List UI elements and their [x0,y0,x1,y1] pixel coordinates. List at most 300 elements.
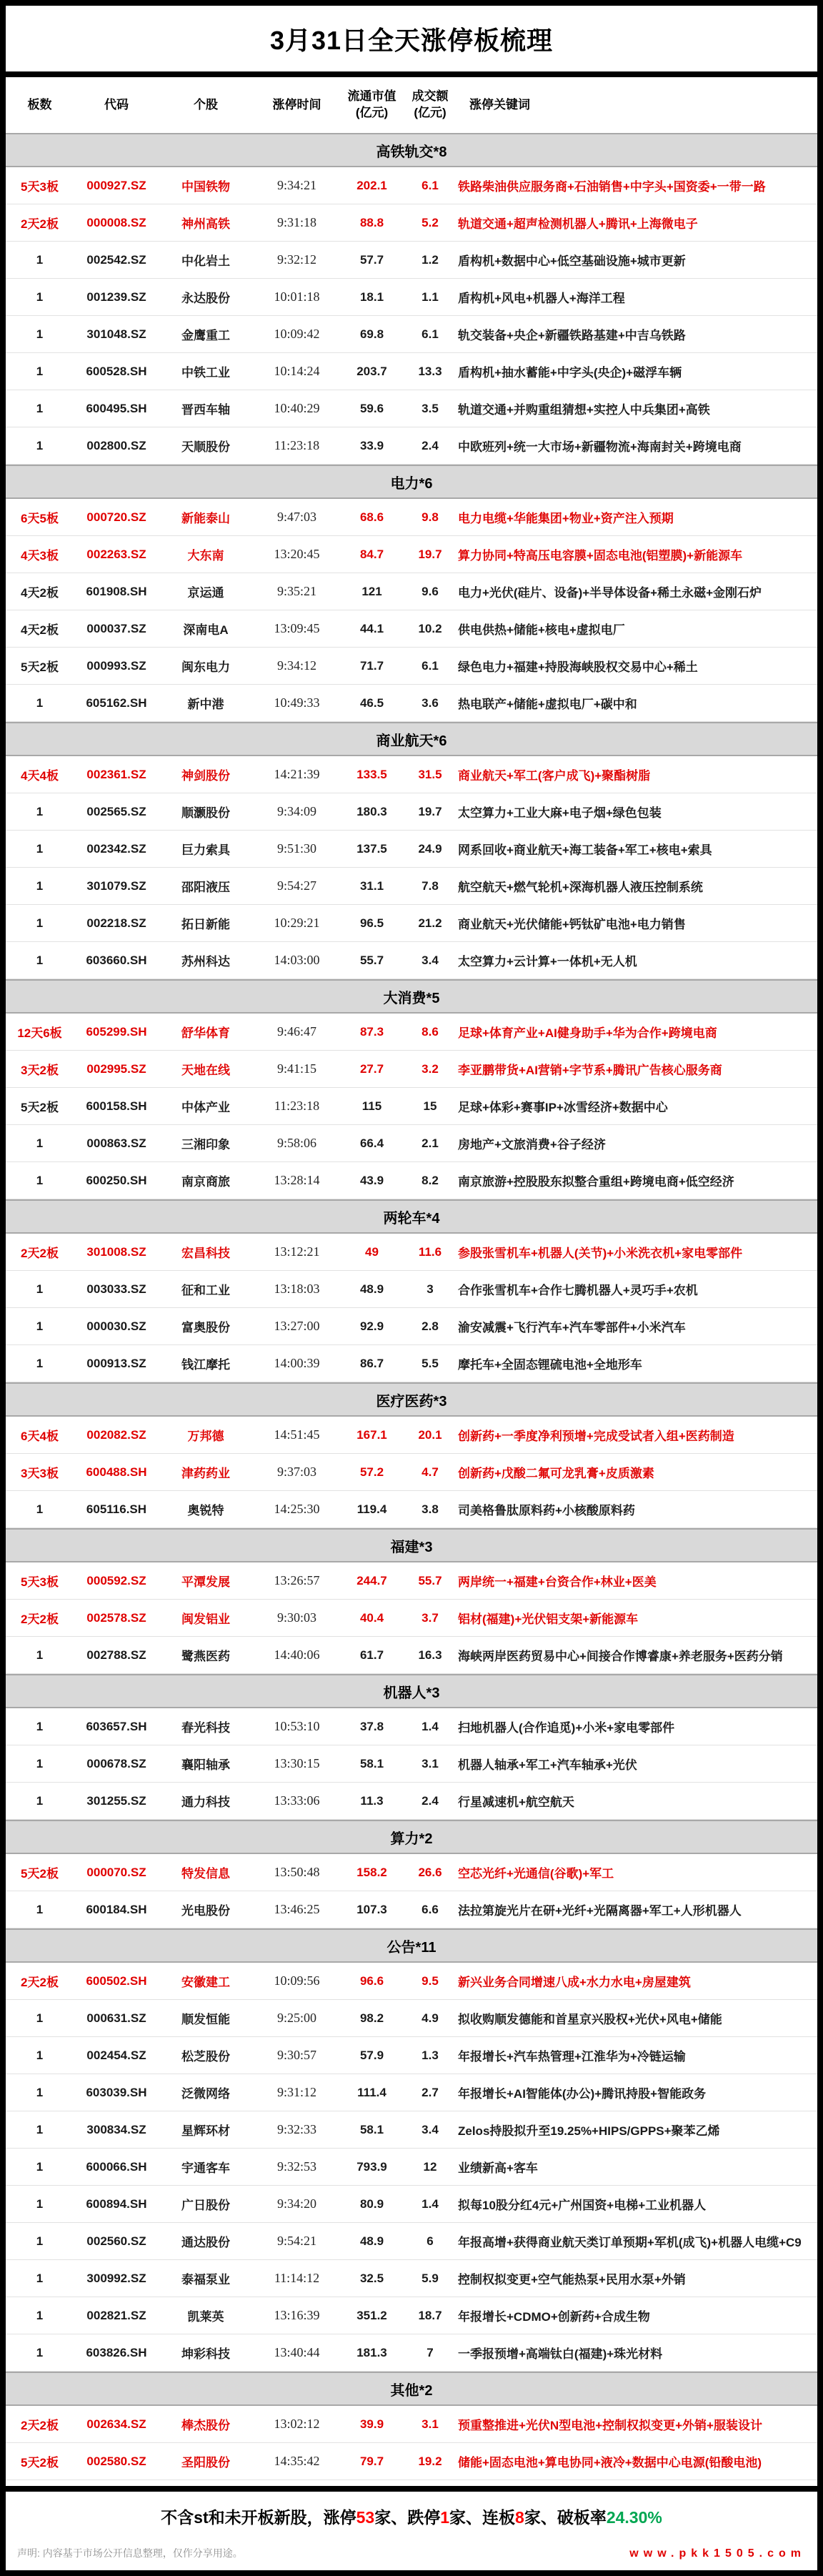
stock-name-cell: 坤彩科技 [181,2347,230,2361]
summary-segment: 家、连板 [449,2508,516,2527]
stock-code-cell: 002634.SZ [86,2417,146,2431]
board-count-cell: 2天2板 [21,1613,59,1626]
stock-name-cell: 深南电A [183,623,229,637]
table-row [6,868,817,905]
table-row [6,2074,817,2111]
keywords-cell: 年报增长+AI智能体(办公)+腾讯持股+智能政务 [458,2087,707,2101]
market-cap-cell: 18.1 [359,289,384,304]
turnover-cell: 3.6 [422,695,439,710]
table-row [6,242,817,279]
turnover-cell: 1.4 [422,2196,439,2211]
board-count-cell: 1 [36,1902,44,1916]
stock-code-cell: 000913.SZ [86,1356,146,1370]
market-cap-cell: 181.3 [356,2345,387,2359]
limit-time-cell: 10:09:42 [274,327,320,341]
table-column-header [6,77,817,133]
stock-name-cell: 通力科技 [181,1795,230,1809]
stock-name-cell: 凯莱英 [187,2310,224,2324]
limit-time-cell: 9:34:09 [276,804,316,818]
board-count-cell: 1 [36,438,44,452]
table-row [6,1088,817,1125]
turnover-cell: 3.2 [422,1061,439,1076]
board-count-cell: 5天2板 [21,660,59,674]
board-count-cell: 3天3板 [21,1467,59,1480]
market-cap-cell: 57.7 [359,252,384,267]
limit-time-cell: 9:25:00 [276,2011,316,2025]
section-header: 大消费*5 [6,979,817,1014]
stock-name-cell: 巨力索具 [181,843,230,857]
market-cap-cell: 61.7 [359,1648,384,1662]
footer-bottom [6,2546,817,2570]
stock-name-cell: 大东南 [187,549,224,563]
keywords-cell: 电力+光伏(硅片、设备)+半导体设备+稀土永磁+金刚石炉 [458,586,762,600]
turnover-cell: 6 [427,2234,434,2248]
keywords-cell: 盾构机+数据中心+低空基础设施+城市更新 [458,254,686,268]
keywords-cell: 商业航天+军工(客户成飞)+聚酯树脂 [458,769,651,783]
board-count-cell: 1 [36,2011,44,2025]
market-cap-cell: 80.9 [359,2196,384,2211]
table-row [6,2334,817,2372]
market-cap-cell: 107.3 [356,1902,387,1916]
turnover-cell: 3.8 [422,1502,439,1516]
stock-code-cell: 603039.SH [86,2085,147,2099]
stock-code-cell: 002542.SZ [86,252,146,267]
column-header-cell [252,97,341,114]
table-row [6,2260,817,2297]
board-count-cell: 1 [36,1793,44,1808]
stock-code-cell: 603657.SH [86,1719,147,1733]
limit-time-cell: 13:12:21 [274,1244,320,1259]
stock-name-cell: 富奥股份 [181,1321,230,1334]
keywords-cell: 海峡两岸医药贸易中心+间接合作博睿康+养老服务+医药分销 [458,1650,783,1663]
turnover-cell: 16.3 [418,1648,442,1662]
table-row [6,427,817,465]
limit-time-cell: 13:02:12 [274,2417,320,2431]
turnover-cell: 9.8 [422,510,439,524]
limit-time-cell: 14:40:06 [274,1648,320,1662]
limit-time-cell: 9:58:06 [276,1136,316,1150]
table-row [6,1963,817,2000]
turnover-cell: 2.8 [422,1319,439,1333]
table-row [6,648,817,685]
market-cap-cell: 119.4 [356,1502,387,1516]
stock-name-cell: 光电股份 [181,1904,230,1918]
stock-code-cell: 002578.SZ [86,1610,146,1625]
limit-time-cell: 13:09:45 [274,621,320,635]
stock-code-cell: 002218.SZ [86,916,146,930]
keywords-cell: 供电供热+储能+核电+虚拟电厂 [458,623,625,637]
stock-code-cell: 002565.SZ [86,804,146,818]
stock-code-cell: 002082.SZ [86,1427,146,1442]
turnover-cell: 6.1 [422,327,439,341]
board-count-cell: 1 [36,1648,44,1662]
stock-code-cell: 002454.SZ [86,2048,146,2062]
table-row [6,1162,817,1199]
table-row [6,1891,817,1928]
table-row [6,167,817,204]
table-row [6,353,817,390]
board-count-cell: 5天2板 [21,1867,59,1881]
stock-name-cell: 天顺股份 [181,440,230,454]
board-count-cell: 5天2板 [21,2456,59,2470]
stock-code-cell: 600528.SH [86,364,147,378]
limit-time-cell: 13:50:48 [274,1865,320,1879]
keywords-cell: 拟收购顺发德能和首星京兴股权+光伏+风电+储能 [458,2013,722,2026]
board-count-cell: 1 [36,1136,44,1150]
stock-name-cell: 顺灏股份 [181,806,230,820]
keywords-cell: 参股张雪机车+机器人(关节)+小米洗衣机+家电零部件 [458,1247,743,1260]
turnover-cell: 5.2 [422,215,439,229]
board-count-cell: 2天2板 [21,1247,59,1260]
table-row [6,756,817,793]
stock-name-cell: 新能泰山 [181,512,230,525]
limit-time-cell: 13:18:03 [274,1282,320,1296]
table-row [6,1783,817,1820]
table-row [6,1125,817,1162]
keywords-cell: 年报增长+汽车热管理+江淮华为+冷链运输 [458,2050,686,2064]
board-count-cell: 1 [36,364,44,378]
board-count-cell: 1 [36,1173,44,1187]
board-count-cell: 1 [36,252,44,267]
stock-code-cell: 000631.SZ [86,2011,146,2025]
limit-time-cell: 9:31:18 [276,215,316,229]
stock-name-cell: 晋西车轴 [181,403,230,417]
stock-code-cell: 600894.SH [86,2196,147,2211]
table-row [6,1854,817,1891]
stock-name-cell: 金鹰重工 [181,329,230,342]
turnover-cell: 1.4 [422,1719,439,1733]
keywords-cell: 绿色电力+福建+持股海峡股权交易中心+稀土 [458,660,698,674]
keywords-cell: 储能+固态电池+算电协同+液冷+数据中心电源(铅酸电池) [458,2456,762,2470]
table-row [6,2149,817,2186]
column-label: 涨停时间 [272,97,321,112]
stock-name-cell: 中铁工业 [181,366,230,380]
stock-code-cell: 600502.SH [86,1973,147,1988]
keywords-cell: 航空航天+燃气轮机+深海机器人液压控制系统 [458,881,703,894]
turnover-cell: 15 [423,1099,437,1113]
stock-code-cell: 600066.SH [86,2159,147,2174]
table-row [6,685,817,722]
table-body [6,133,817,2480]
turnover-cell: 3.5 [422,401,439,415]
board-count-cell: 1 [36,695,44,710]
limit-time-cell: 9:35:21 [276,584,316,598]
board-count-cell: 1 [36,2234,44,2248]
stock-name-cell: 春光科技 [181,1721,230,1735]
keywords-cell: 铝材(福建)+光伏铝支架+新能源车 [458,1613,639,1626]
turnover-cell: 3.1 [422,1756,439,1770]
limit-time-cell: 14:03:00 [274,953,320,967]
stock-code-cell: 301255.SZ [86,1793,146,1808]
stock-name-cell: 万邦德 [187,1430,224,1443]
keywords-cell: 拟每10股分红4元+广州国资+电梯+工业机器人 [458,2199,707,2212]
limit-time-cell: 14:21:39 [274,767,320,781]
keywords-cell: 铁路柴油供应服务商+石油销售+中字头+国资委+一带一路 [458,180,766,194]
table-row [6,1454,817,1491]
table-row [6,1345,817,1382]
column-header-cell [159,97,252,114]
limit-time-cell: 10:01:18 [274,289,320,304]
column-label: 个股 [194,97,218,112]
stock-name-cell: 津药药业 [181,1467,230,1480]
section-header: 商业航天*6 [6,722,817,756]
market-cap-cell: 180.3 [356,804,387,818]
turnover-cell: 19.7 [418,547,442,561]
board-count-cell: 6天5板 [21,512,59,525]
keywords-cell: 盾构机+抽水蓄能+中字头(央企)+磁浮车辆 [458,366,682,380]
board-count-cell: 5天3板 [21,180,59,194]
keywords-cell: 盾构机+风电+机器人+海洋工程 [458,292,625,305]
summary-line [6,2505,817,2528]
market-cap-cell: 111.4 [357,2085,386,2099]
market-cap-cell: 55.7 [359,953,384,967]
limit-time-cell: 9:32:33 [276,2122,316,2136]
board-count-cell: 1 [36,1502,44,1516]
limit-time-cell: 11:14:12 [274,2271,320,2285]
turnover-cell: 3.4 [422,2122,439,2136]
table-row [6,2297,817,2334]
limit-time-cell: 9:32:12 [276,252,316,267]
stock-code-cell: 002580.SZ [86,2454,146,2468]
board-count-cell: 1 [36,1282,44,1296]
keywords-cell: 年报高增+获得商业航天类订单预期+军机(成飞)+机器人电缆+C9 [458,2236,802,2249]
keywords-cell: 空芯光纤+光通信(谷歌)+军工 [458,1867,614,1881]
stock-name-cell: 宇通客车 [181,2161,230,2175]
keywords-cell: 南京旅游+控股股东拟整合重组+跨境电商+低空经济 [458,1175,734,1189]
stock-name-cell: 通达股份 [181,2236,230,2249]
keywords-cell: 算力协同+特高压电容膜+固态电池(铝塑膜)+新能源车 [458,549,743,563]
stock-code-cell: 605116.SH [86,1502,147,1516]
keywords-cell: 行星减速机+航空航天 [458,1795,574,1809]
market-cap-cell: 32.5 [359,2271,384,2285]
stock-name-cell: 闽发铝业 [181,1613,230,1626]
market-cap-cell: 98.2 [359,2011,384,2025]
limit-time-cell: 9:46:47 [276,1024,316,1039]
stock-code-cell: 002560.SZ [86,2234,146,2248]
stock-name-cell: 泛微网络 [181,2087,230,2101]
stock-name-cell: 松芝股份 [181,2050,230,2064]
stock-name-cell: 舒华体育 [181,1026,230,1040]
board-count-cell: 1 [36,2345,44,2359]
market-cap-cell: 40.4 [359,1610,384,1625]
stock-code-cell: 603660.SH [86,953,147,967]
table-row [6,1708,817,1745]
stock-name-cell: 顺发恒能 [181,2013,230,2026]
market-cap-cell: 203.7 [356,364,387,378]
market-cap-cell: 87.3 [359,1024,384,1039]
summary-segment: 1 [440,2508,450,2527]
stock-code-cell: 001239.SZ [86,289,146,304]
stock-name-cell: 特发信息 [181,1867,230,1881]
board-count-cell: 12天6板 [17,1026,62,1040]
stock-name-cell: 闽东电力 [181,660,230,674]
stock-name-cell: 泰福泵业 [181,2273,230,2287]
column-header-cell [341,89,402,122]
section-header: 医疗医药*3 [6,1382,817,1417]
limit-time-cell: 14:35:42 [274,2454,320,2468]
footer [6,2486,817,2570]
stock-name-cell: 新中港 [187,698,224,711]
board-count-cell: 1 [36,804,44,818]
table-row [6,1014,817,1051]
column-label: 流通市值 [347,89,396,104]
stock-code-cell: 002800.SZ [86,438,146,452]
market-cap-cell: 57.9 [359,2048,384,2062]
website-text: www.pkk1505.com [629,2547,806,2560]
stock-code-cell: 002342.SZ [86,841,146,856]
board-count-cell: 2天2板 [21,217,59,231]
market-cap-cell: 167.1 [356,1427,387,1442]
stock-code-cell: 000927.SZ [86,178,146,192]
limit-time-cell: 9:34:12 [276,658,316,673]
market-cap-cell: 48.9 [359,1282,384,1296]
market-cap-cell: 158.2 [356,1865,387,1879]
limit-time-cell: 13:28:14 [274,1173,320,1187]
section-header: 公告*11 [6,1928,817,1963]
market-cap-cell: 11.3 [360,1793,384,1808]
market-cap-cell: 48.9 [359,2234,384,2248]
stock-code-cell: 600495.SH [86,401,147,415]
disclaimer-text: 声明: 内容基于市场公开信息整理，仅作分享用途。 [17,2547,243,2559]
market-cap-cell: 84.7 [359,547,384,561]
limit-time-cell: 11:23:18 [274,438,320,452]
limit-time-cell: 11:23:18 [274,1099,320,1113]
stock-name-cell: 星辉环材 [181,2124,230,2138]
turnover-cell: 7.8 [422,878,439,893]
keywords-cell: 网系回收+商业航天+海工装备+军工+核电+索具 [458,843,712,857]
stock-name-cell: 中化岩土 [181,254,230,268]
market-cap-cell: 121 [361,584,382,598]
stock-code-cell: 300992.SZ [86,2271,146,2285]
limit-time-cell: 9:41:15 [276,1061,316,1076]
limit-time-cell: 13:26:57 [274,1573,320,1587]
board-count-cell: 1 [36,2159,44,2174]
limit-time-cell: 10:29:21 [274,916,320,930]
table-row [6,831,817,868]
turnover-cell: 5.5 [422,1356,439,1370]
limit-time-cell: 13:16:39 [274,2308,320,2322]
turnover-cell: 4.7 [422,1465,439,1479]
stock-name-cell: 中国铁物 [181,180,230,194]
table-row [6,1745,817,1783]
stock-name-cell: 征和工业 [181,1284,230,1297]
stock-name-cell: 圣阳股份 [181,2456,230,2470]
keywords-cell: 足球+体育产业+AI健身助手+华为合作+跨境电商 [458,1026,717,1040]
stock-name-cell: 中体产业 [181,1101,230,1114]
turnover-cell: 18.7 [418,2308,442,2322]
turnover-cell: 10.2 [418,621,442,635]
market-cap-cell: 88.8 [359,215,384,229]
board-count-cell: 1 [36,327,44,341]
stock-code-cell: 003033.SZ [86,1282,146,1296]
stock-code-cell: 000030.SZ [86,1319,146,1333]
summary-segment: 53 [356,2508,375,2527]
market-cap-cell: 96.6 [359,1973,384,1988]
market-cap-cell: 46.5 [359,695,384,710]
table-row [6,2000,817,2037]
table-row [6,2111,817,2149]
stock-name-cell: 邵阳液压 [181,881,230,894]
turnover-cell: 21.2 [418,916,442,930]
stock-name-cell: 钱江摩托 [181,1358,230,1372]
market-cap-cell: 137.5 [356,841,387,856]
turnover-cell: 3.7 [422,1610,439,1625]
market-cap-cell: 115 [361,1099,382,1113]
keywords-cell: 两岸统一+福建+台资合作+林业+医美 [458,1575,657,1589]
turnover-cell: 6.6 [422,1902,439,1916]
keywords-cell: 足球+体彩+赛事IP+冰雪经济+数据中心 [458,1101,668,1114]
stock-code-cell: 000070.SZ [86,1865,146,1879]
limit-time-cell: 9:34:21 [276,178,316,192]
stock-name-cell: 拓日新能 [181,918,230,931]
table-row [6,279,817,316]
limit-time-cell: 13:46:25 [274,1902,320,1916]
board-count-cell: 1 [36,2122,44,2136]
table-row [6,2406,817,2443]
board-count-cell: 4天3板 [21,549,59,563]
limit-time-cell: 13:33:06 [274,1793,320,1808]
turnover-cell: 55.7 [418,1573,442,1587]
stock-code-cell: 605162.SH [86,695,147,710]
limit-time-cell: 14:51:45 [274,1427,320,1442]
turnover-cell: 5.9 [422,2271,439,2285]
table-row [6,1271,817,1308]
column-header-cell [402,89,458,122]
turnover-cell: 3.4 [422,953,439,967]
table-row [6,390,817,427]
board-count-cell: 1 [36,841,44,856]
stock-code-cell: 603826.SH [86,2345,147,2359]
stock-name-cell: 棒杰股份 [181,2419,230,2432]
board-count-cell: 4天2板 [21,623,59,637]
section-header: 机器人*3 [6,1674,817,1708]
stock-name-cell: 安徽建工 [181,1976,230,1989]
turnover-cell: 1.2 [422,252,439,267]
table-row [6,1562,817,1600]
turnover-cell: 19.7 [418,804,442,818]
limit-time-cell: 9:51:30 [276,841,316,856]
limit-time-cell: 10:09:56 [274,1973,320,1988]
market-cap-cell: 92.9 [359,1319,384,1333]
stock-code-cell: 301008.SZ [86,1244,146,1259]
limit-time-cell: 9:47:03 [276,510,316,524]
limit-time-cell: 9:31:12 [276,2085,316,2099]
limit-time-cell: 10:14:24 [274,364,320,378]
table-row [6,1417,817,1454]
limit-time-cell: 13:27:00 [274,1319,320,1333]
turnover-cell: 13.3 [418,364,442,378]
turnover-cell: 8.2 [422,1173,439,1187]
stock-name-cell: 南京商旅 [181,1175,230,1189]
section-header: 算力*2 [6,1820,817,1854]
turnover-cell: 2.1 [422,1136,439,1150]
keywords-cell: 创新药+戊酸二氟可龙乳膏+皮质激素 [458,1467,654,1480]
limit-time-cell: 9:34:20 [276,2196,316,2211]
keywords-cell: 房地产+文旅消费+谷子经济 [458,1138,606,1151]
stock-name-cell: 襄阳轴承 [181,1758,230,1772]
market-cap-cell: 86.7 [359,1356,384,1370]
limit-time-cell: 10:53:10 [274,1719,320,1733]
board-count-cell: 1 [36,2308,44,2322]
keywords-cell: Zelos持股拟升至19.25%+HIPS/GPPS+聚苯乙烯 [458,2124,720,2138]
board-count-cell: 5天2板 [21,1101,59,1114]
market-cap-cell: 57.2 [359,1465,384,1479]
summary-segment: 24.30% [606,2508,662,2527]
summary-segment: 家、破板率 [524,2508,607,2527]
market-cap-cell: 68.6 [359,510,384,524]
keywords-cell: 轨道交通+超声检测机器人+腾讯+上海微电子 [458,217,698,231]
turnover-cell: 4.9 [422,2011,439,2025]
